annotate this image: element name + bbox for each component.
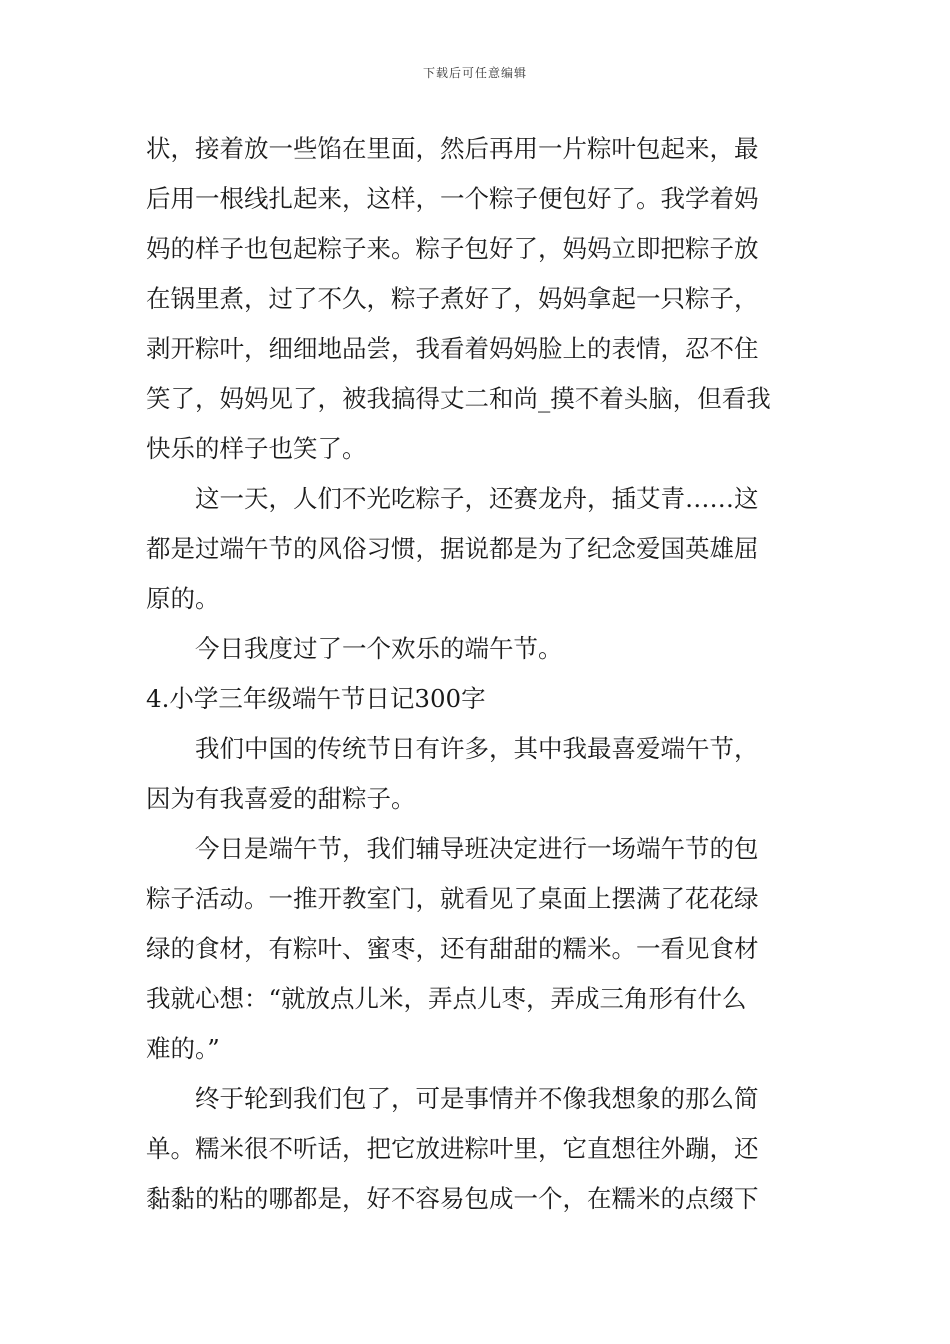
text-line: 难的。”	[146, 1034, 220, 1063]
text-line: 绿的食材，有粽叶、蜜枣，还有甜甜的糯米。一看见食材	[146, 934, 759, 963]
text-line: 剥开粽叶，细细地品尝，我看着妈妈脸上的表情，忍不住	[146, 334, 759, 363]
text-line: 今日是端午节，我们辅导班决定进行一场端午节的包	[195, 834, 759, 863]
text-line: 因为有我喜爱的甜粽子。	[146, 784, 416, 813]
text-line: 4.小学三年级端午节日记300字	[146, 684, 486, 713]
text-line: 在锅里煮，过了不久，粽子煮好了，妈妈拿起一只粽子，	[146, 284, 759, 313]
text-line: 我们中国的传统节日有许多，其中我最喜爱端午节，	[195, 734, 759, 763]
text-line: 单。糯米很不听话，把它放进粽叶里，它直想往外蹦，还	[146, 1134, 759, 1163]
text-line: 这一天，人们不光吃粽子，还赛龙舟，插艾青……这	[195, 484, 759, 513]
text-line: 今日我度过了一个欢乐的端午节。	[195, 634, 563, 663]
text-line: 终于轮到我们包了，可是事情并不像我想象的那么简	[195, 1084, 759, 1113]
text-line: 粽子活动。一推开教室门，就看见了桌面上摆满了花花绿	[146, 884, 759, 913]
document-body	[146, 124, 810, 1224]
text-line: 快乐的样子也笑了。	[146, 434, 367, 463]
page-header: 下载后可任意编辑	[422, 66, 527, 80]
text-line: 原的。	[146, 584, 220, 613]
text-line: 都是过端午节的风俗习惯，据说都是为了纪念爱国英雄屈	[146, 534, 759, 563]
text-line: 后用一根线扎起来，这样，一个粽子便包好了。我学着妈	[146, 184, 759, 213]
text-line: 黏黏的粘的哪都是，好不容易包成一个，在糯米的点缀下	[146, 1184, 759, 1213]
text-line: 笑了，妈妈见了，被我搞得丈二和尚_摸不着头脑，但看我	[146, 384, 771, 413]
text-line: 状，接着放一些馅在里面，然后再用一片粽叶包起来，最	[146, 134, 759, 163]
text-line: 妈的样子也包起粽子来。粽子包好了，妈妈立即把粽子放	[146, 234, 759, 263]
text-line: 我就心想：“就放点儿米，弄点儿枣，弄成三角形有什么	[146, 984, 747, 1013]
